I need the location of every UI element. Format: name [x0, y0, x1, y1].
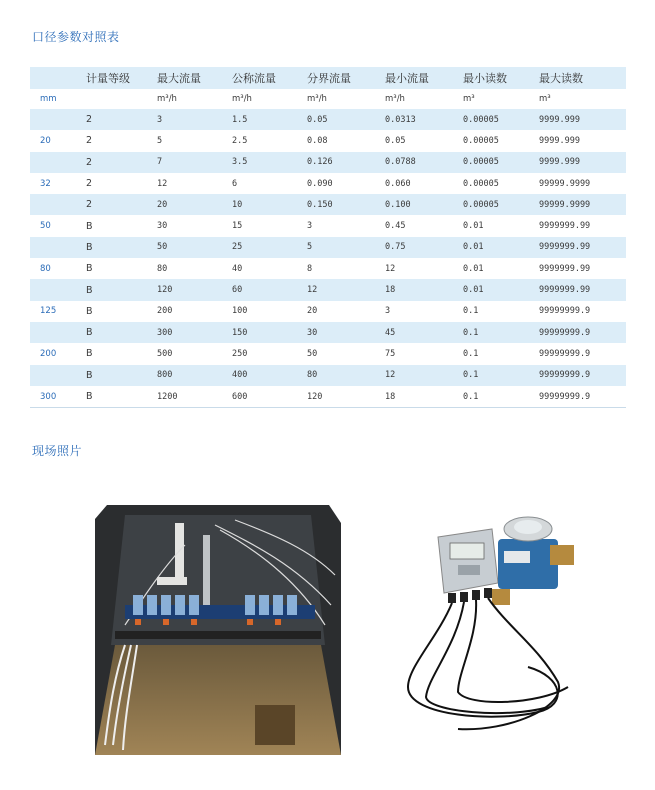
cell-nominal-flow: 3.5 [232, 152, 307, 173]
cell-nominal-flow: 1.5 [232, 109, 307, 130]
cell-min-reading: 0.00005 [463, 135, 499, 146]
cell-max-reading: 99999999.9 [539, 365, 626, 386]
table-row [30, 130, 626, 151]
cell-max-flow: 30 [157, 221, 168, 232]
cell-min-flow: 0.0313 [385, 109, 463, 130]
table-units-row [30, 89, 626, 109]
cell-nominal-flow: 600 [232, 386, 307, 408]
cell-nominal-size: 80 [40, 263, 51, 274]
cell-min-flow: 0.0788 [385, 152, 463, 173]
cell-max-reading: 9999999.99 [539, 279, 626, 300]
cell-max-flow: 5 [157, 135, 163, 146]
cell-max-flow: 200 [157, 306, 173, 317]
cell-max-flow: 300 [157, 322, 232, 343]
cell-min-reading: 0.1 [463, 365, 539, 386]
cell-nominal-flow: 400 [232, 365, 307, 386]
unit-min-reading: m³ [463, 94, 475, 104]
cell-transition-flow: 0.150 [307, 194, 385, 215]
table-row [30, 152, 626, 173]
cell-max-flow: 500 [157, 348, 173, 359]
cell-nominal-flow: 10 [232, 194, 307, 215]
cell-min-reading: 0.1 [463, 322, 539, 343]
cell-max-reading: 9999999.99 [539, 263, 591, 274]
cell-min-reading: 0.01 [463, 263, 484, 274]
cell-max-reading: 99999.9999 [539, 178, 591, 189]
cell-min-reading: 0.1 [463, 348, 479, 359]
unit-max-flow: m³/h [157, 94, 177, 104]
cell-metering-class: B [86, 263, 93, 275]
cell-metering-class: B [86, 237, 157, 258]
cell-transition-flow: 30 [307, 322, 385, 343]
cell-max-reading: 99999999.9 [539, 386, 626, 408]
cell-nominal-flow: 250 [232, 348, 248, 359]
cell-max-flow: 3 [157, 109, 232, 130]
cell-metering-class: B [86, 365, 157, 386]
unit-metering-class [86, 89, 157, 109]
cell-nominal-flow: 60 [232, 279, 307, 300]
site-photo-manifold [95, 505, 341, 755]
header-nominal-flow: 公称流量 [232, 67, 307, 89]
cell-min-reading: 0.01 [463, 279, 539, 300]
cell-max-reading: 9999.999 [539, 109, 626, 130]
cell-metering-class: B [86, 386, 157, 408]
photos-title: 现场照片 [32, 444, 83, 458]
table-row [30, 343, 626, 364]
cell-max-flow: 1200 [157, 386, 232, 408]
cell-transition-flow: 20 [307, 306, 318, 317]
cell-min-flow: 0.060 [385, 178, 411, 189]
cell-nominal-size [30, 322, 86, 343]
cell-nominal-size: 50 [40, 221, 51, 232]
unit-nominal-flow: m³/h [232, 94, 252, 104]
cell-max-reading: 9999999.99 [539, 221, 591, 232]
cell-nominal-size: 32 [40, 178, 51, 189]
cell-transition-flow: 120 [307, 386, 385, 408]
cell-transition-flow: 50 [307, 348, 318, 359]
cell-max-reading: 9999999.99 [539, 237, 626, 258]
cell-max-flow: 800 [157, 365, 232, 386]
cell-min-reading: 0.00005 [463, 194, 539, 215]
table-header-row [30, 67, 626, 89]
unit-min-flow: m³/h [385, 94, 405, 104]
cell-nominal-flow: 2.5 [232, 135, 248, 146]
cell-nominal-size: 200 [40, 348, 57, 359]
cell-nominal-size [30, 365, 86, 386]
cell-min-reading: 0.01 [463, 221, 484, 232]
cell-min-flow: 0.75 [385, 237, 463, 258]
cell-nominal-flow: 15 [232, 221, 243, 232]
cell-max-reading: 99999.9999 [539, 194, 626, 215]
header-max-flow: 最大流量 [157, 67, 232, 89]
cell-max-flow: 20 [157, 194, 232, 215]
cell-transition-flow: 12 [307, 279, 385, 300]
cell-min-reading: 0.00005 [463, 178, 499, 189]
cell-min-flow: 0.100 [385, 194, 463, 215]
cell-min-flow: 0.05 [385, 135, 406, 146]
cell-transition-flow: 0.090 [307, 178, 333, 189]
cell-nominal-flow: 40 [232, 263, 243, 274]
site-photo-meter [398, 507, 580, 739]
cell-min-reading: 0.1 [463, 386, 539, 408]
cell-min-flow: 12 [385, 263, 396, 274]
cell-min-flow: 75 [385, 348, 396, 359]
table-row [30, 173, 626, 194]
table-row [30, 386, 626, 408]
table-row [30, 215, 626, 236]
cell-metering-class: 2 [86, 152, 157, 173]
cell-min-flow: 18 [385, 279, 463, 300]
cell-nominal-size [30, 194, 86, 215]
cell-min-reading: 0.1 [463, 306, 479, 317]
cell-metering-class: B [86, 279, 157, 300]
cell-max-flow: 50 [157, 237, 232, 258]
cell-nominal-size: 20 [40, 135, 51, 146]
table-row [30, 322, 626, 343]
cell-nominal-size: 300 [30, 386, 86, 408]
cell-min-flow: 0.45 [385, 221, 406, 232]
cell-metering-class: 2 [86, 135, 93, 147]
cell-nominal-flow: 25 [232, 237, 307, 258]
cell-transition-flow: 80 [307, 365, 385, 386]
header-min-reading: 最小读数 [463, 67, 539, 89]
header-min-flow: 最小流量 [385, 67, 463, 89]
cell-transition-flow: 8 [307, 263, 313, 274]
unit-transition-flow: m³/h [307, 94, 327, 104]
cell-max-reading: 99999999.9 [539, 322, 626, 343]
cell-max-flow: 80 [157, 263, 168, 274]
cell-metering-class: B [86, 220, 93, 232]
cell-nominal-size [30, 109, 86, 130]
cell-metering-class: B [86, 322, 157, 343]
table-row [30, 194, 626, 215]
cell-transition-flow: 0.08 [307, 135, 328, 146]
header-max-reading: 最大读数 [539, 67, 626, 89]
cell-transition-flow: 0.126 [307, 152, 385, 173]
cell-min-flow: 12 [385, 365, 463, 386]
cell-metering-class: B [86, 348, 93, 360]
spec-table-title: 口径参数对照表 [32, 30, 120, 44]
table-row [30, 279, 626, 300]
cell-max-reading: 9999.999 [539, 135, 580, 146]
unit-max-reading: m³ [539, 94, 551, 104]
cell-transition-flow: 3 [307, 221, 313, 232]
cell-nominal-flow: 100 [232, 306, 248, 317]
header-nominal-size [30, 67, 86, 89]
cell-min-flow: 45 [385, 322, 463, 343]
cell-min-flow: 18 [385, 386, 463, 408]
cell-min-reading: 0.01 [463, 237, 539, 258]
cell-max-reading: 99999999.9 [539, 348, 591, 359]
cell-nominal-size [30, 152, 86, 173]
cell-min-flow: 3 [385, 306, 391, 317]
cell-max-reading: 9999.999 [539, 152, 626, 173]
cell-max-flow: 7 [157, 152, 232, 173]
cell-max-flow: 120 [157, 279, 232, 300]
cell-transition-flow: 5 [307, 237, 385, 258]
spec-table [30, 67, 626, 408]
cell-min-reading: 0.00005 [463, 152, 539, 173]
table-row [30, 109, 626, 130]
cell-max-reading: 99999999.9 [539, 306, 591, 317]
header-transition-flow: 分界流量 [307, 67, 385, 89]
cell-transition-flow: 0.05 [307, 109, 385, 130]
cell-nominal-flow: 150 [232, 322, 307, 343]
table-row [30, 365, 626, 386]
cell-max-flow: 12 [157, 178, 168, 189]
cell-nominal-size [30, 237, 86, 258]
cell-metering-class: 2 [86, 178, 93, 190]
cell-min-reading: 0.00005 [463, 109, 539, 130]
table-row [30, 301, 626, 322]
header-metering-class: 计量等级 [86, 67, 157, 89]
table-row [30, 237, 626, 258]
unit-nominal-size: mm [40, 94, 57, 104]
cell-metering-class: B [86, 305, 93, 317]
cell-metering-class: 2 [86, 109, 157, 130]
cell-nominal-flow: 6 [232, 178, 238, 189]
table-row [30, 258, 626, 279]
cell-metering-class: 2 [86, 194, 157, 215]
cell-nominal-size [30, 279, 86, 300]
cell-nominal-size: 125 [40, 306, 57, 317]
